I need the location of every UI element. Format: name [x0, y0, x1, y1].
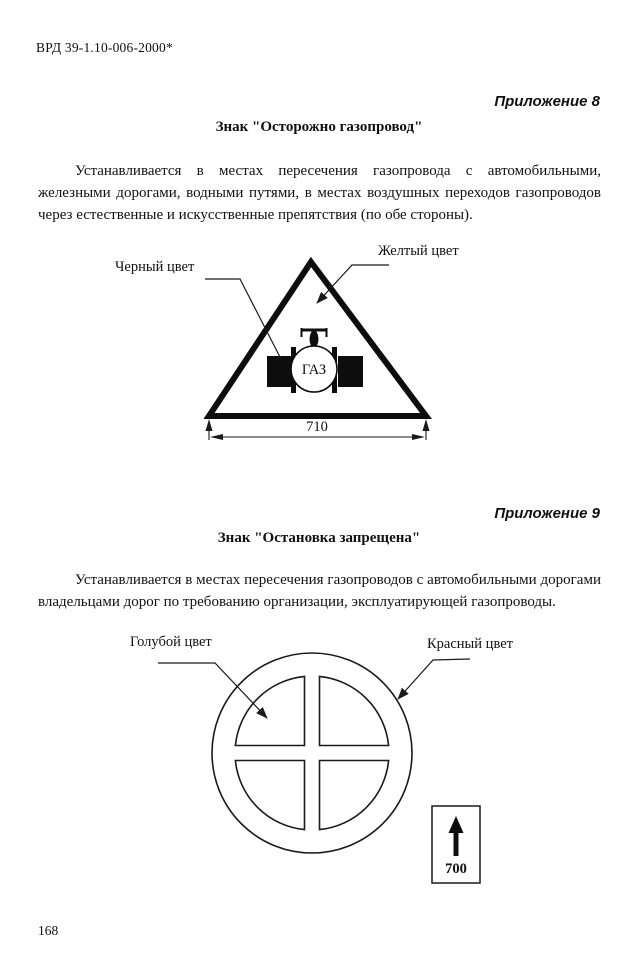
appendix-8-paragraph: Устанавливается в местах пересечения газопровода с автомобильными, железными дорогами, водными путями, в местах воздушных переходов газопроводов через естественные и искусственные препятствия (по обе стороны).	[38, 163, 601, 223]
gas-sign-text: ГАЗ	[301, 362, 327, 378]
red-color-leader-arrow	[398, 659, 470, 699]
dimension-700-value: 700	[445, 861, 467, 877]
pipe-left	[267, 356, 292, 387]
appendix-9-sign-title: Знак "Остановка запрещена"	[217, 530, 421, 546]
appendix-9-heading: Приложение 9	[494, 505, 600, 522]
red-color-label: Красный цвет	[427, 636, 513, 652]
no-stopping-sign-diagram	[130, 634, 514, 883]
dimension-710-value: 710	[306, 419, 328, 435]
yellow-color-label: Желтый цвет	[378, 243, 459, 259]
appendix-8-sign-title: Знак "Осторожно газопровод"	[215, 119, 423, 135]
dim-ext-arrow-right	[423, 419, 430, 431]
dimension-arrow-left	[210, 434, 223, 440]
document-number: ВРД 39-1.10-006-2000*	[36, 40, 173, 55]
black-color-label: Черный цвет	[115, 259, 195, 275]
pipe-right	[338, 356, 363, 387]
dim-ext-arrow-left	[206, 419, 213, 431]
sign-outer-ring	[212, 653, 412, 853]
valve-stem	[310, 331, 319, 348]
appendix-9-paragraph: Устанавливается в местах пересечения газопроводов с автомобильными дорогами владельцами дорог по требованию организации, эксплуатирующей газопроводы.	[38, 572, 601, 610]
page-number: 168	[38, 923, 59, 938]
post-height-plate	[432, 806, 480, 883]
blue-color-label: Голубой цвет	[130, 634, 212, 650]
gas-pipeline-warning-sign-diagram	[115, 243, 459, 440]
appendix-8-heading: Приложение 8	[494, 93, 600, 110]
dimension-arrow-right	[412, 434, 425, 440]
triangle-base-dimension	[206, 419, 430, 440]
